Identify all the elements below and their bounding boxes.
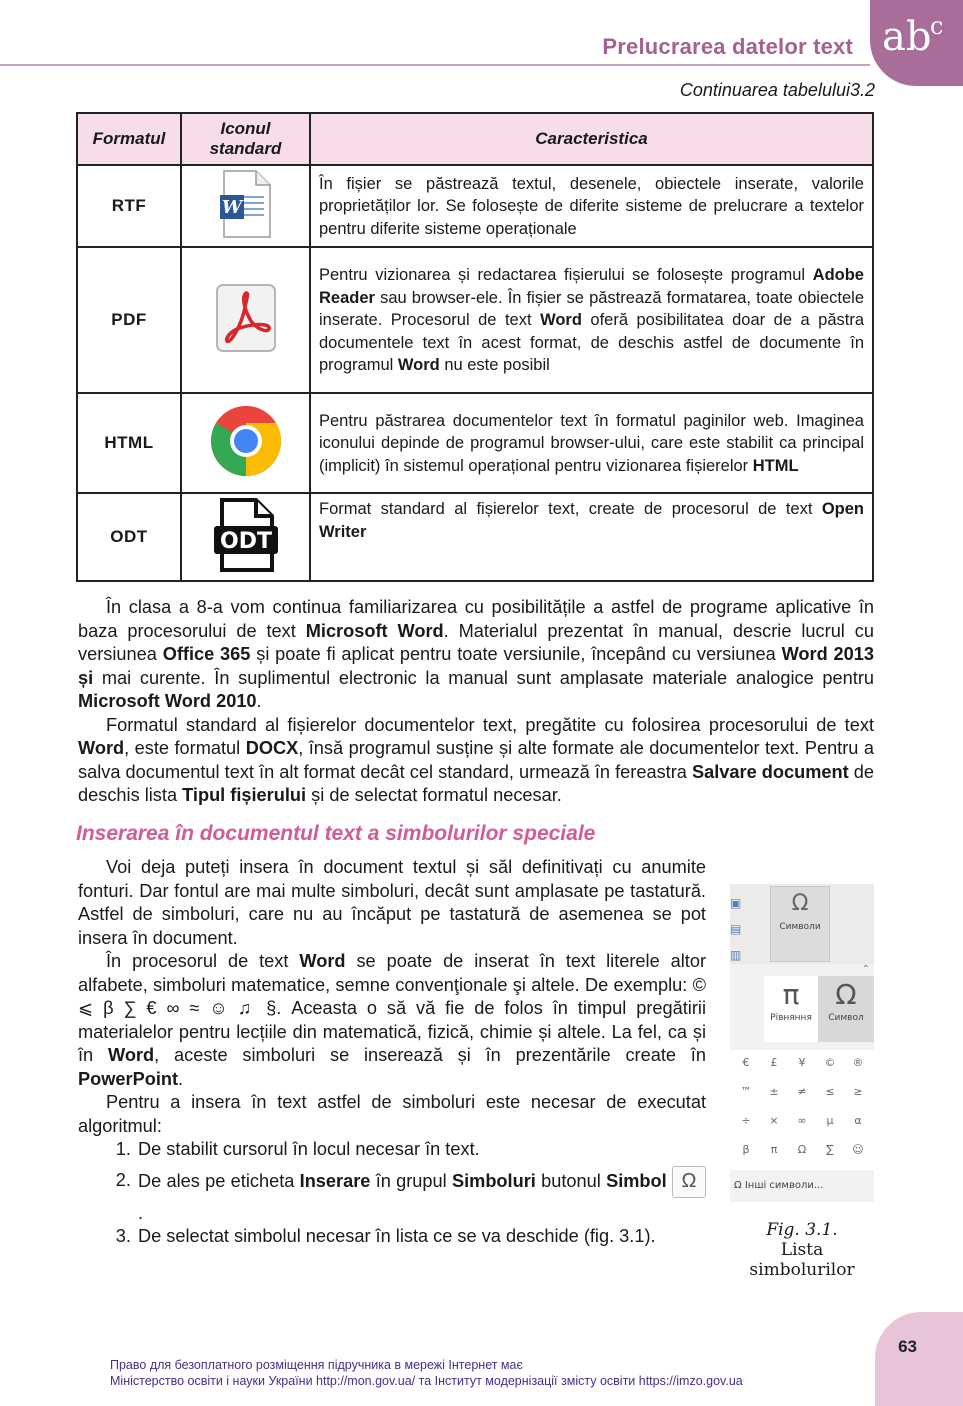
format-description bbox=[310, 493, 873, 581]
paragraph: Voi deja puteți insera în document textul și săl definitivați cu anumite fonturi. Dar fontul are mai multe simboluri, decât sunt amplasate pe tastatură. Astfel de simboluri, care nu au încăput pe tastatură de asemenea se pot insera în document. bbox=[78, 857, 706, 948]
running-header-title: Prelucrarea datelor text bbox=[602, 34, 853, 59]
chapter-badge-letters: ab bbox=[882, 14, 932, 60]
desc-text: Pentru păstrarea documentelor text în formatul paginilor web. Imaginea iconului depinde de programul browser-ului, care este stabilit ca principal (implicit) în sistemul operațional pentru vizionarea fișierelor HTML bbox=[319, 411, 864, 475]
figure-number: Fig. 3.1. bbox=[766, 1220, 838, 1240]
footer-line: Міністерство освіти і науки України http://mon.gov.ua/ та Інститут модернізації змісту освіти https://imzo.gov.ua bbox=[110, 1374, 743, 1388]
paragraph: În clasa a 8-a vom continua familiarizarea cu posibilitățile a astfel de programe aplicative în baza procesorului de text Microsoft Word. Materialul prezentat în manual, descrie lucrul cu versiunea Office 365 și poate fi aplicat pentru toate versiunile, începând cu versiunea Word 2013 și mai curente. În suplimentul electronic la manual sunt amplasate materiale analogice pentru Microsoft Word 2010. bbox=[78, 597, 874, 711]
omega-icon: Ω bbox=[835, 978, 857, 1011]
ribbon-left-icons: ▣ ▤ ▥ bbox=[730, 896, 742, 962]
odt-icon-label: ODT bbox=[219, 528, 272, 554]
format-name: ODT bbox=[77, 493, 181, 581]
pi-icon: π bbox=[782, 978, 800, 1011]
desc-text: Format standard al fișierelor text, create de procesorul de text Open Writer bbox=[319, 500, 864, 541]
symbols-grid bbox=[730, 1050, 874, 1170]
table-row bbox=[77, 165, 873, 247]
symbol-cell: ≤ bbox=[825, 1085, 835, 1098]
word-document-icon bbox=[181, 165, 310, 247]
format-name: RTF bbox=[77, 165, 181, 247]
symbol-cell: ≠ bbox=[797, 1085, 807, 1098]
svg-text:W: W bbox=[221, 196, 242, 218]
equation-button bbox=[764, 976, 818, 1042]
chapter-badge-superscript: c bbox=[930, 12, 944, 40]
desc-text: Pentru vizionarea și redactarea fișierului se folosește programul Adobe Reader sau browser-ele. În fișier se păstrează formatarea, toate obiectele inserate. Procesorul de text Word oferă posibilitatea doar de a păstra documentele text în acest format, de deschis astfel de documente în programul Word nu este posibil bbox=[319, 266, 865, 375]
equation-label: Рівняння bbox=[770, 1013, 812, 1023]
symbol-cell: ☺ bbox=[852, 1143, 864, 1156]
page-number-tab bbox=[875, 1312, 963, 1406]
table-row bbox=[77, 493, 873, 581]
chapter-badge bbox=[870, 0, 963, 86]
symbol-cell: £ bbox=[770, 1056, 778, 1069]
paragraph: Formatul standard al fișierelor documentelor text, pregătite cu folosirea procesorului de text Word, este formatul DOCX, însă programul susține și alte formate ale documentelor text. Pentru a salva documentul text în alt format decât cel standard, urmează în fereastra Salvare document de deschis lista Tipul fișierului și de selectat formatul necesar. bbox=[78, 714, 874, 805]
format-description bbox=[310, 247, 873, 393]
symbol-cell: ± bbox=[769, 1085, 779, 1098]
symbol-cell: ¥ bbox=[798, 1056, 806, 1069]
symbol-cell: ≥ bbox=[853, 1085, 863, 1098]
symbol-cell: € bbox=[742, 1056, 750, 1069]
desc-text: În fișier se păstrează textul, desenele, obiectele inserate, valorile proprietăților lor. Se folosește de diferite sisteme de prelucrare a textelor pentru diferite sisteme operaționale bbox=[319, 174, 864, 238]
symbol-cell: ™ bbox=[740, 1085, 752, 1098]
list-item: 1. De stabilit cursorul în locul necesar în text. bbox=[136, 1138, 706, 1162]
table-row bbox=[77, 247, 873, 393]
figure-caption bbox=[730, 1220, 874, 1280]
symbol-cell: β bbox=[742, 1143, 750, 1156]
symbols-screenshot bbox=[730, 884, 874, 1202]
paragraph: Pentru a insera în text astfel de simboluri este necesar de executat algoritmul: bbox=[78, 1092, 706, 1136]
format-description bbox=[310, 165, 873, 247]
list-item: 3. De selectat simbolul necesar în lista ce se va deschide (fig. 3.1). bbox=[136, 1225, 706, 1249]
symbol-cell: ∑ bbox=[826, 1143, 834, 1156]
footer-line: Право для безоплатного розміщення підручника в мережі Інтернет має bbox=[110, 1358, 523, 1372]
chevron-up-icon: ⌃ bbox=[861, 964, 870, 975]
section-heading: Inserarea în documentul text a simbolurilor speciale bbox=[76, 822, 596, 845]
more-symbols-link: Ω Інші символи... bbox=[734, 1180, 824, 1191]
symbol-label: Символ bbox=[828, 1013, 864, 1023]
format-description bbox=[310, 393, 873, 493]
symbol-cell: µ bbox=[826, 1114, 834, 1127]
symbol-buttons-row bbox=[764, 976, 874, 1042]
table-row bbox=[77, 393, 873, 493]
symbol-cell: × bbox=[769, 1114, 779, 1127]
section-text bbox=[78, 856, 706, 1249]
steps-list bbox=[78, 1138, 706, 1249]
symbol-cell: ÷ bbox=[741, 1114, 751, 1127]
symbol-cell: Ω bbox=[797, 1143, 807, 1156]
symbols-group-label: Символи bbox=[779, 922, 821, 932]
format-name: HTML bbox=[77, 393, 181, 493]
header-characteristic: Caracteristica bbox=[310, 113, 873, 165]
format-name: PDF bbox=[77, 247, 181, 393]
symbol-button bbox=[818, 976, 874, 1042]
page-number: 63 bbox=[898, 1337, 917, 1356]
omega-icon: Ω bbox=[672, 1166, 706, 1198]
symbol-cell: ∞ bbox=[797, 1114, 807, 1127]
paragraph: În procesorul de text Word se poate de inserat în text literele altor alfabete, simboluri matematice, semne convenţionale şi altele. De exemplu: © ⩽ β ∑ € ∞ ≈ ☺ ♫ §. Aceasta o să vă fie de folos în timpul pregătirii materialelor pentru lecțiile din matematică, fizică, chimie și altele. La fel, ca și în Word, aceste simboluri se inserează și în prezentările create în PowerPoint. bbox=[78, 951, 707, 1089]
omega-icon: Ω bbox=[791, 891, 809, 916]
header-rule bbox=[0, 64, 870, 66]
symbol-cell: © bbox=[824, 1056, 836, 1069]
symbol-cell: α bbox=[854, 1114, 862, 1127]
formats-table bbox=[76, 112, 874, 582]
list-item: 2. De ales pe eticheta Inserare în grupul Simboluri butonul Simbol Ω. bbox=[136, 1162, 706, 1226]
symbol-cell: ® bbox=[852, 1056, 864, 1069]
adobe-pdf-icon bbox=[181, 247, 310, 393]
figure-caption-text: Lista simbolurilor bbox=[749, 1240, 855, 1280]
intro-text bbox=[78, 596, 874, 808]
odt-file-icon bbox=[181, 493, 310, 581]
more-symbols-label: Інші символи... bbox=[744, 1180, 824, 1191]
footer bbox=[110, 1357, 743, 1389]
chrome-browser-icon bbox=[181, 393, 310, 493]
table-continuation-note: Continuarea tabelului3.2 bbox=[679, 80, 875, 100]
symbol-cell: π bbox=[770, 1143, 778, 1156]
header-icon: Iconul standard bbox=[181, 113, 310, 165]
symbols-group-button bbox=[770, 886, 830, 962]
header-format: Formatul bbox=[77, 113, 181, 165]
